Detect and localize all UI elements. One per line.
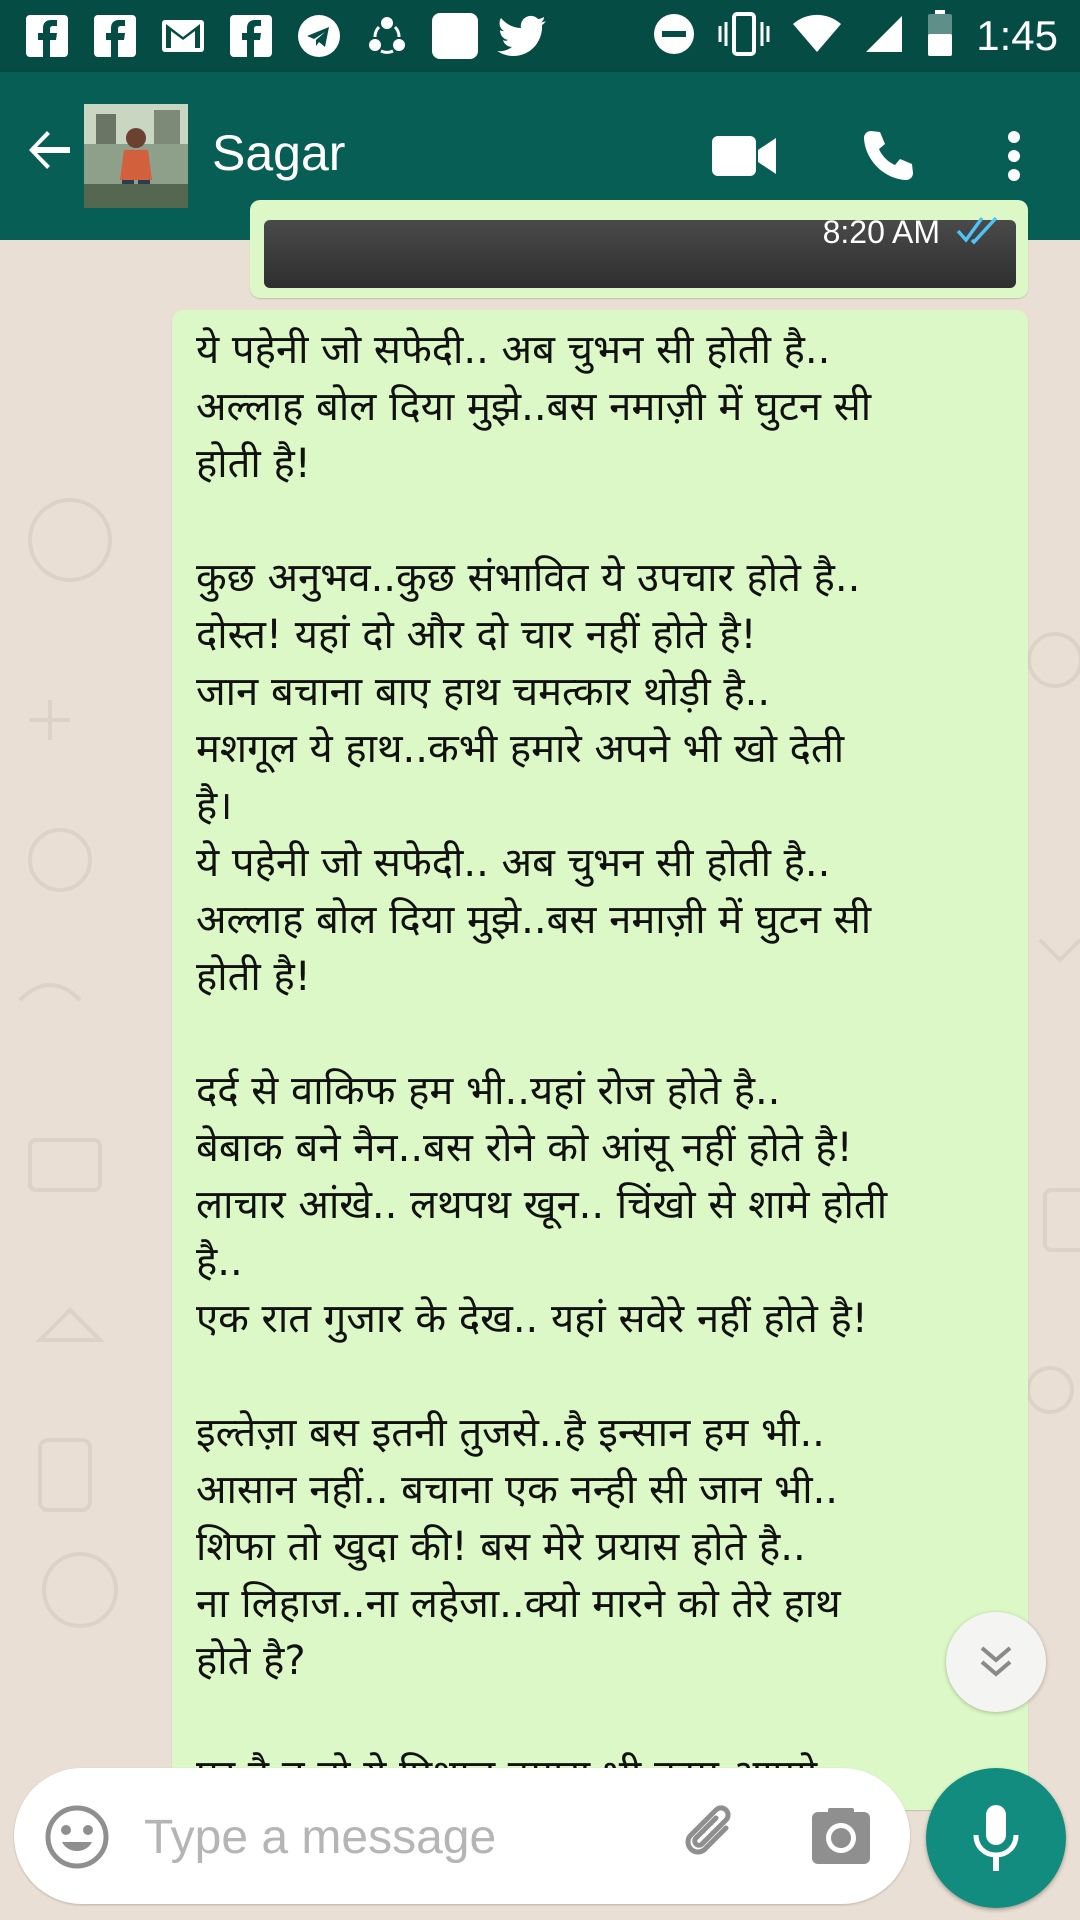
double-check-icon [956, 214, 1002, 254]
message-line: बेबाक बने नैन..बस रोने को आंसू नहीं होते है! [196, 1125, 853, 1171]
wifi-icon [792, 14, 842, 58]
chat-area[interactable] [0, 214, 1080, 1760]
message-line: ना लिहाज..ना लहेजा..क्यो मारने को तेरे हाथ [196, 1581, 841, 1627]
system-icons [652, 8, 1058, 64]
phone-icon [860, 128, 916, 184]
contact-name[interactable]: Sagar [212, 125, 346, 181]
avatar[interactable] [84, 104, 188, 208]
vibrate-icon [718, 12, 770, 60]
message-line: अल्लाह बोल दिया मुझे..बस नमाज़ी में घुटन सी [196, 897, 872, 943]
message-line: लाचार आंखे.. लथपथ खून.. चिंखो से शामे होती [196, 1182, 888, 1228]
twitter-icon [498, 11, 548, 61]
message-blank-line [196, 493, 1016, 550]
message-line: है। [196, 783, 233, 829]
message-line: कुछ अनुभव..कुछ संभावित ये उपचार होते है.. [196, 555, 861, 601]
message-line: अल्लाह बोल दिया मुझे..बस नमाज़ी में घुटन सी [196, 384, 872, 430]
back-button[interactable] [18, 118, 82, 182]
camera-icon [808, 1804, 874, 1870]
more-options-button[interactable] [974, 116, 1054, 196]
message-line: होती है! [196, 441, 311, 487]
facebook-icon [90, 11, 140, 61]
back-arrow-icon [26, 126, 74, 174]
gmail-icon [158, 11, 208, 61]
blank-app-icon [430, 11, 480, 61]
double-chevron-down-icon [974, 1640, 1018, 1684]
message-line: दर्द से वाकिफ हम भी..यहां रोज होते है.. [196, 1068, 781, 1114]
attach-icon [674, 1798, 750, 1874]
do-not-disturb-icon [652, 12, 696, 60]
text-message[interactable] [172, 310, 1028, 1810]
message-line: जान बचाना बाए हाथ चमत्कार थोड़ी है.. [196, 669, 771, 715]
more-vert-icon [1006, 130, 1022, 182]
attach-button[interactable] [674, 1798, 750, 1874]
signal-icon [864, 14, 904, 58]
message-blank-line [196, 1006, 1016, 1063]
message-line: इल्तेज़ा बस इतनी तुजसे..है इन्सान हम भी.. [196, 1410, 825, 1456]
message-input[interactable] [142, 1798, 646, 1876]
message-line: ये पहेनी जो सफेदी.. अब चुभन सी होती है.. [196, 840, 831, 886]
message-text [196, 322, 1016, 1804]
camera-button[interactable] [808, 1804, 874, 1870]
notification-icons [22, 10, 548, 62]
message-line: एक रात गुजार के देख.. यहां सवेरे नहीं होते है! [196, 1296, 868, 1342]
message-line: शिफा तो खुदा की! बस मेरे प्रयास होते है.. [196, 1524, 806, 1570]
telegram-icon [294, 11, 344, 61]
message-line: आसान नहीं.. बचाना एक नन्ही सी जान भी.. [196, 1467, 839, 1513]
status-bar [0, 0, 1080, 72]
message-line: मशगूल ये हाथ..कभी हमारे अपने भी खो देती [196, 726, 845, 772]
message-line: होती है! [196, 954, 311, 1000]
message-time: 8:20 AM [822, 214, 940, 250]
message-blank-line [196, 1348, 1016, 1405]
message-line: दोस्त! यहां दो और दो चार नहीं होते है! [196, 612, 757, 658]
mic-icon [972, 1803, 1020, 1873]
scroll-to-bottom-button[interactable] [946, 1612, 1046, 1712]
emoji-button[interactable] [44, 1804, 110, 1870]
message-line: है.. [196, 1239, 243, 1285]
voice-record-button[interactable] [926, 1768, 1066, 1908]
image-message[interactable] [250, 200, 1028, 298]
battery-icon [926, 10, 954, 62]
sync-icon [362, 11, 412, 61]
facebook-icon [226, 11, 276, 61]
message-line: ये पहेनी जो सफेदी.. अब चुभन सी होती है.. [196, 327, 831, 373]
facebook-icon [22, 11, 72, 61]
message-composer [14, 1768, 910, 1904]
emoji-icon [44, 1804, 110, 1870]
message-blank-line [196, 1690, 1016, 1747]
status-time: 1:45 [976, 12, 1058, 59]
voice-call-button[interactable] [848, 116, 928, 196]
message-line: होते है? [196, 1638, 306, 1684]
video-call-button[interactable] [704, 116, 784, 196]
video-call-icon [712, 134, 776, 178]
